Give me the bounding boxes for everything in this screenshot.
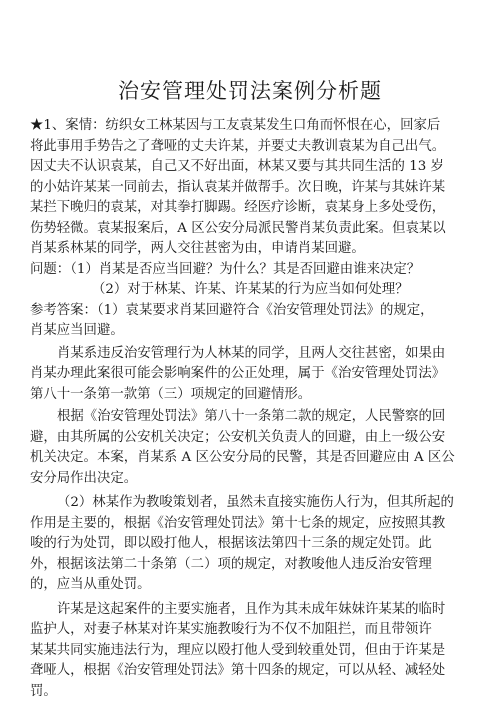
answer-line: 聋哑人，根据《治安管理处罚法》第十四条的规定，可以从轻、减轻处 xyxy=(30,663,446,678)
case-line: 某拦下晚归的袁某，对其拳打脚踢。经医疗诊断，袁某身上多处受伤， xyxy=(30,200,446,215)
answer-line: 作用是主要的，根据《治安管理处罚法》第十七条的规定，应按照其教 xyxy=(30,515,446,531)
answer-line: 某某共同实施违法行为，理应以殴打他人受到较重处罚，但由于许某是 xyxy=(30,642,446,658)
answer-line: 第八十一条第一款第（三）项规定的回避情形。 xyxy=(30,386,312,402)
answer-line: 避，由其所属的公安机关决定；公安机关负责人的回避，由上一级公安 xyxy=(30,429,446,445)
answer-line: 外，根据该法第二十条第（二）项的规定，对教唆他人违反治安管理 xyxy=(30,556,432,572)
case-line: ★1、案情：纺织女工林某因与工友袁某发生口角而怀恨在心，回家后 xyxy=(30,118,441,133)
answer-line: 肖某系违反治安管理行为人林某的同学，且两人交往甚密，如果由 xyxy=(57,345,446,361)
document-body xyxy=(30,116,474,702)
answer-line: 机关决定。本案，肖某系 A 区公安分局的民警，其是否回避应由 A 区公 xyxy=(30,450,455,465)
case-line: 肖某系林某的同学，两人交往甚密为由，申请肖某回避。 xyxy=(30,241,365,256)
case-line: 因丈夫不认识袁某，自己又不好出面，林某又要与其共同生活的 13 岁 xyxy=(30,159,444,174)
answer-line: 监护人，对妻子林某对许某实施教唆行为不仅不加阻拦，而且带领许 xyxy=(30,622,432,637)
answer-line: 罚。 xyxy=(30,683,57,699)
case-line: 的小姑许某某一同前去，指认袁某并做帮手。次日晚，许某与其妹许某 xyxy=(30,179,446,195)
answer-line: 安分局作出决定。 xyxy=(30,470,138,486)
question-line: （2）对于林某、许某、许某某的行为应当如何处理？ xyxy=(92,282,409,297)
document-title: 治安管理处罚法案例分析题 xyxy=(118,79,382,103)
case-line: 伤势轻微。袁某报案后，A 区公安分局派民警肖某负责此案。但袁某以 xyxy=(30,220,446,236)
question-line: 问题：（1）肖某是否应当回避？为什么？其是否回避由谁来决定？ xyxy=(30,261,421,277)
case-line: 将此事用手势告之了聋哑的丈夫许某，并要丈夫教训袁某为自己出气。 xyxy=(30,138,446,154)
answer-line: 肖某办理此案很可能会影响案件的公正处理，属于《治安管理处罚法》 xyxy=(30,366,446,381)
answer-line: 许某是这起案件的主要实施者，且作为其未成年妹妹许某某的临时 xyxy=(57,601,446,617)
answer-line: 的，应当从重处罚。 xyxy=(30,577,151,592)
answer-line: 唆的行为处罚，即以殴打他人，根据该法第四十三条的规定处罚。此 xyxy=(30,536,432,551)
answer-line: 根据《治安管理处罚法》第八十一条第二款的规定，人民警察的回 xyxy=(57,409,446,424)
answer-line: （2）林某作为教唆策划者，虽然未直接实施伤人行为，但其所起的 xyxy=(57,495,454,510)
answer-line: 参考答案：（1）袁某要求肖某回避符合《治安管理处罚法》的规定， xyxy=(30,302,434,318)
answer-line: 肖某应当回避。 xyxy=(30,323,124,338)
